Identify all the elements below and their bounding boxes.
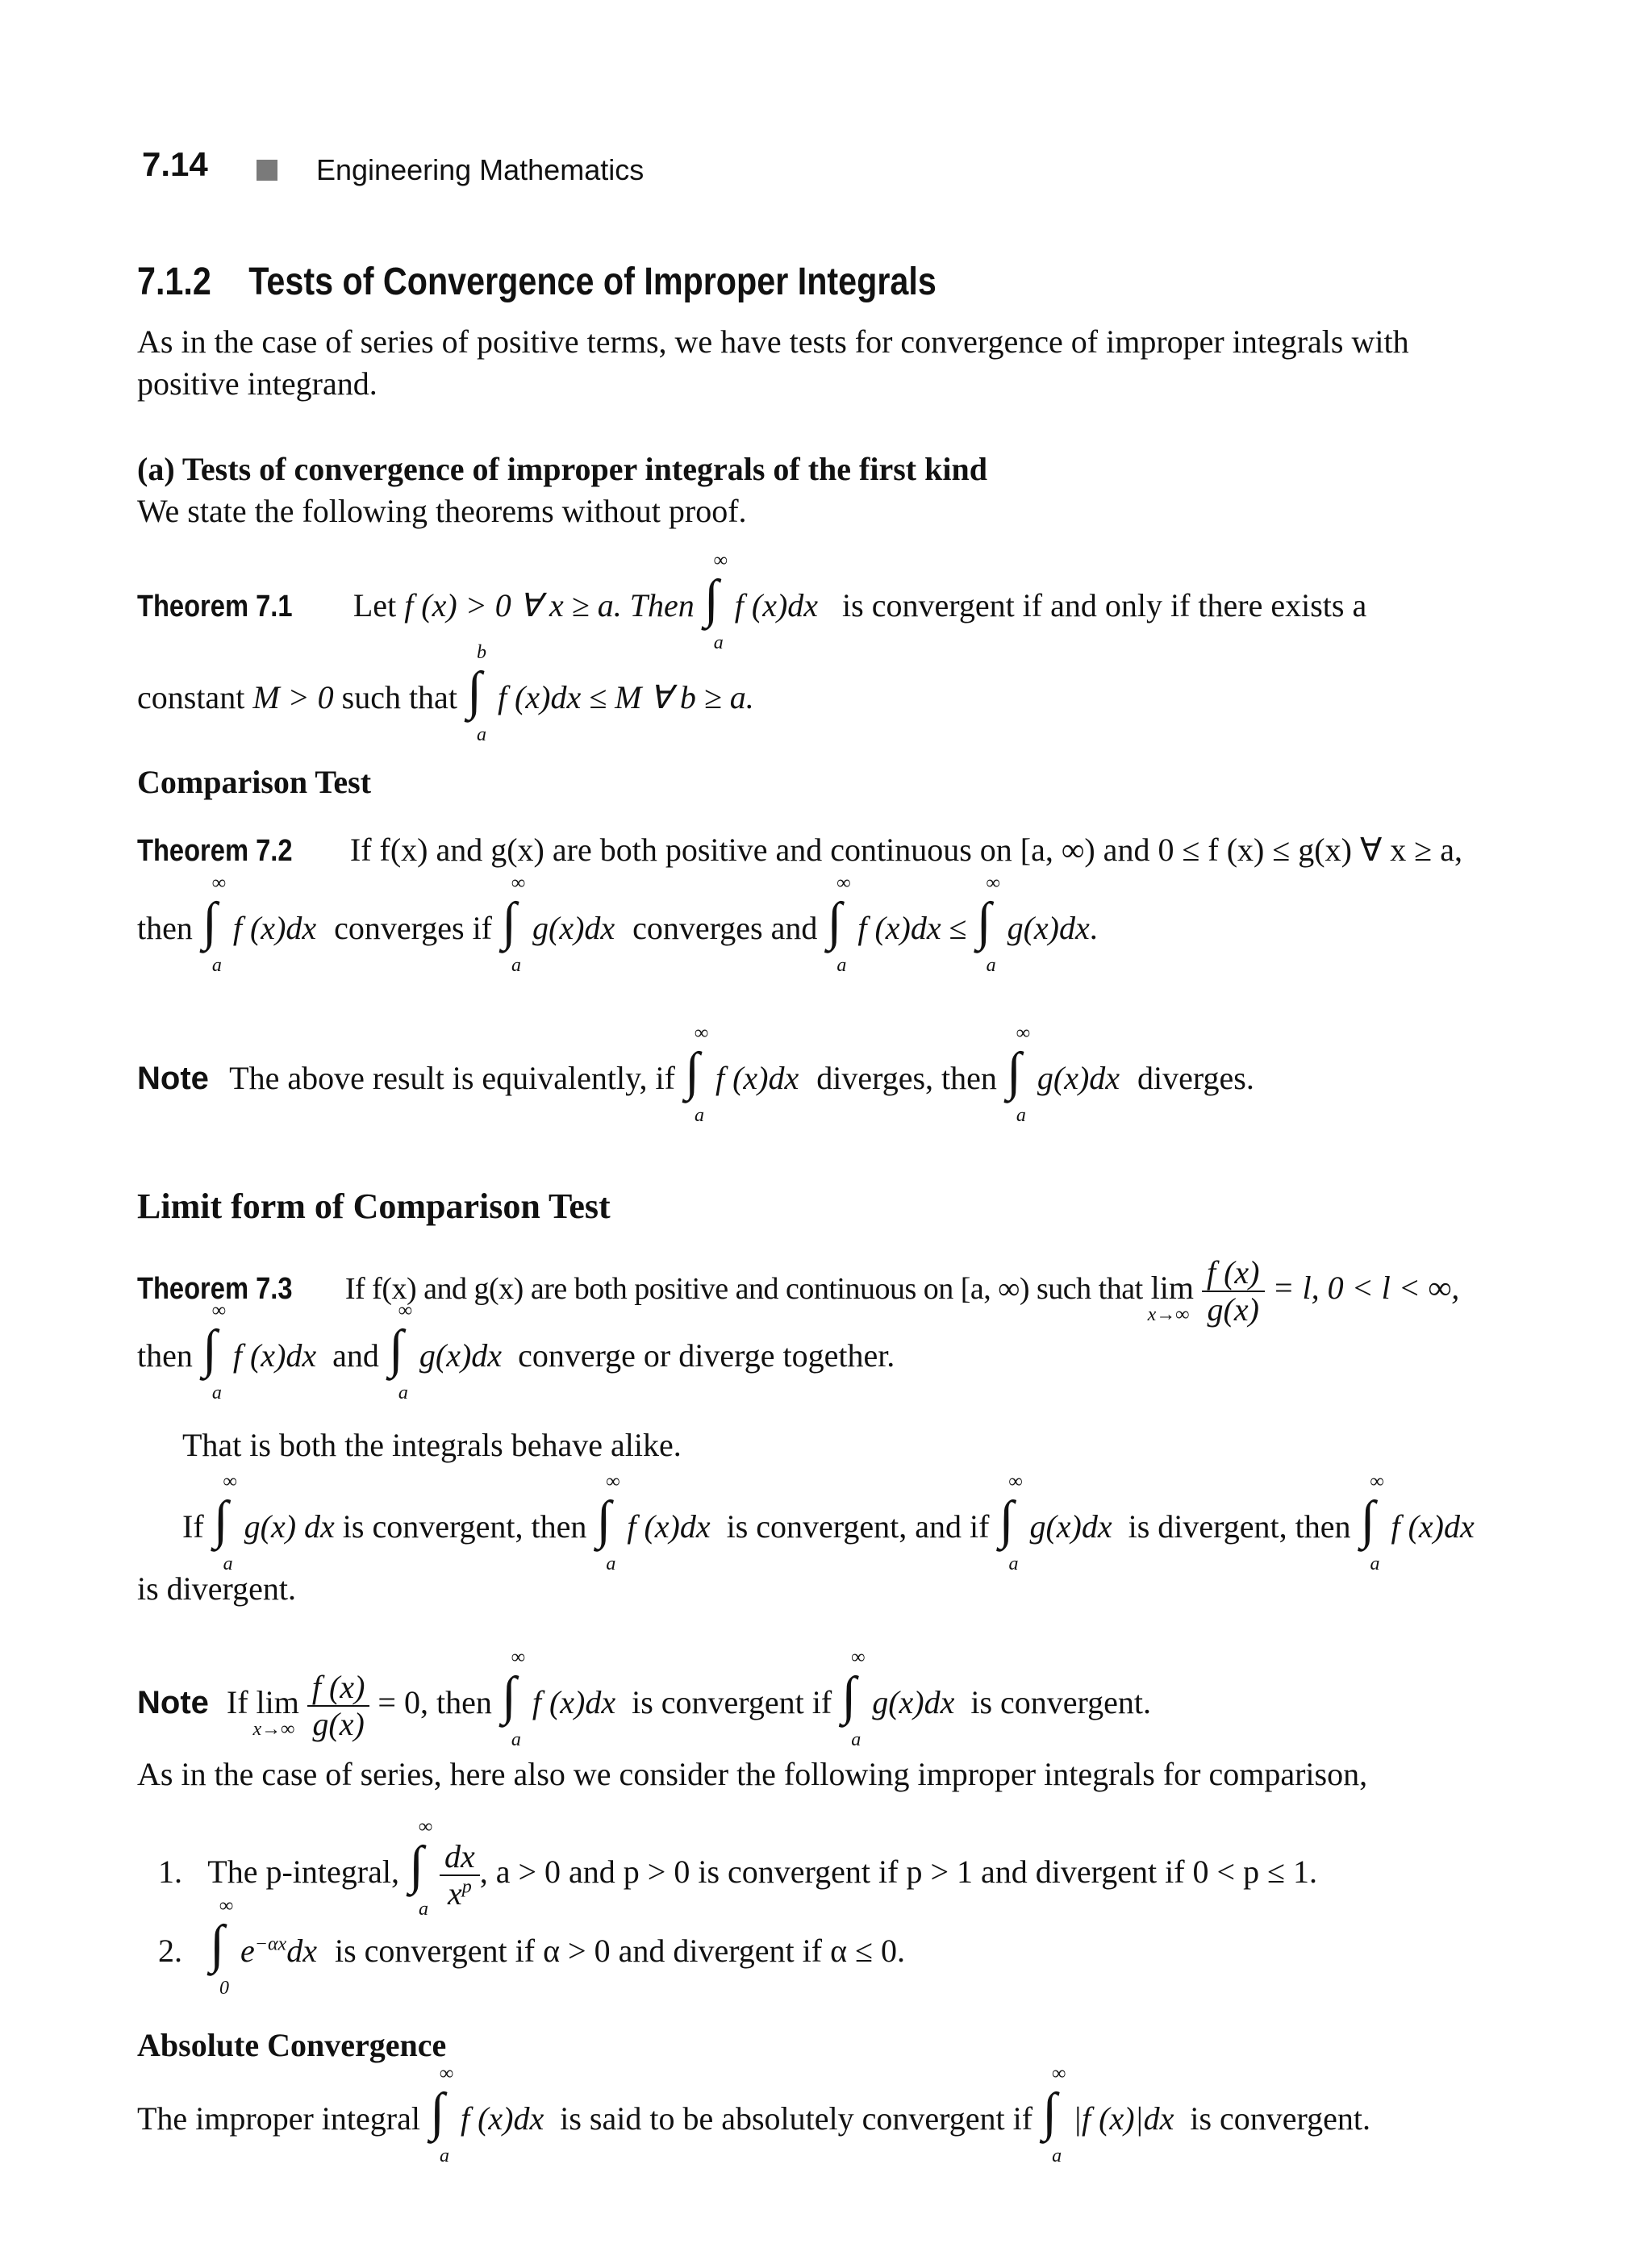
- theorem-7-3-then: then: [137, 1337, 193, 1374]
- limit-fraction: $\frac{f (x)}{g(x)}$: [307, 1670, 370, 1742]
- integrand-g: g(x)dx: [1029, 1508, 1112, 1545]
- integral-sign-icon: ∫ ∞ a: [1042, 2063, 1066, 2166]
- integral-sign-icon: ∫ ∞ a: [1006, 1023, 1030, 1126]
- integral-sign-icon: ∫ ∞ a: [684, 1023, 709, 1126]
- running-title: Engineering Mathematics: [316, 153, 645, 186]
- integrand-abs-f: |f (x)|dx: [1073, 2100, 1174, 2137]
- integral-sign-icon: ∫ ∞ a: [501, 1647, 525, 1751]
- integrand-g: g(x)dx: [532, 910, 615, 946]
- conv-then: is convergent, then: [342, 1508, 587, 1545]
- note-2-conv-if: is convergent if: [632, 1684, 832, 1721]
- absolute-text2: is said to be absolutely convergent if: [560, 2100, 1033, 2137]
- list-item-2-post: is convergent if α > 0 and divergent if α ≤ 0.: [334, 1933, 906, 1969]
- integral-sign-icon: ∫ ∞ a: [502, 873, 526, 976]
- note-1: [137, 1023, 1254, 1126]
- p-integral-fraction: $\frac{dx}{x^p}$: [440, 1839, 480, 1912]
- list-item: [158, 1816, 1318, 1920]
- section-title-text: Tests of Convergence of Improper Integrals: [248, 261, 937, 303]
- theorem-7-1-let: Let: [353, 587, 397, 623]
- theorem-7-1-label: Theorem 7.1: [137, 590, 293, 623]
- theorem-7-2-le: ≤: [949, 910, 967, 946]
- integrand-f: f (x)dx: [232, 910, 317, 946]
- absolute-text: [137, 2063, 1370, 2166]
- limit-fraction: $\frac{f (x)}{g(x)}$: [1202, 1255, 1265, 1328]
- integrand-g: g(x)dx: [1007, 910, 1090, 946]
- note-1-label: Note: [137, 1061, 209, 1096]
- note-1-text2: diverges, then: [816, 1060, 997, 1096]
- integrand-f: f (x)dx: [460, 2100, 544, 2137]
- list-item: [158, 1895, 906, 1999]
- section-intro: As in the case of series of positive terms, we have tests for convergence of improper integrals with positive integrand.: [137, 323, 1409, 402]
- integral-sign-icon: ∫ ∞ a: [976, 873, 1000, 976]
- absolute-text3: is convergent.: [1190, 2100, 1370, 2137]
- section-title: [137, 260, 1066, 304]
- limit-operator: lim x→∞: [1147, 1270, 1194, 1326]
- integrand-f: f (x)dx: [627, 1508, 711, 1545]
- theorem-7-2-text: If f(x) and g(x) are both positive and continuous on [a, ∞) and 0 ≤ f (x) ≤ g(x) ∀ x ≥ a,: [349, 832, 1463, 868]
- page-number: 7.14: [142, 145, 208, 183]
- theorem-7-1-cond: f (x) > 0 ∀ x ≥ a. Then: [404, 587, 695, 623]
- theorem-7-1-bound: f (x)dx ≤ M ∀ b ≥ a.: [497, 679, 754, 715]
- theorem-7-1-m: M > 0: [252, 679, 334, 715]
- theorem-7-3-alike: That is both the integrals behave alike.: [182, 1427, 682, 1463]
- absolute-text1: The improper integral: [137, 2100, 420, 2137]
- comparison-test-heading: Comparison Test: [137, 764, 372, 800]
- theorem-7-3-and: and: [332, 1337, 379, 1374]
- theorem-7-2-line2: [137, 873, 1098, 976]
- integral-sign-icon: ∫ ∞ a: [213, 1471, 237, 1574]
- theorem-7-3-text: If f(x) and g(x) are both positive and continuous on [a, ∞) such that: [344, 1272, 1143, 1307]
- integral-sign-icon: ∫ ∞ a: [999, 1471, 1023, 1574]
- if-word: If: [182, 1508, 204, 1545]
- theorem-7-2-then: then: [137, 910, 193, 946]
- note-2-is-conv: is convergent.: [970, 1684, 1151, 1721]
- subsection-a-lead: We state the following theorems without proof.: [137, 493, 747, 529]
- list-item-1-post: , a > 0 and p > 0 is convergent if p > 1 and divergent if 0 < p ≤ 1.: [479, 1854, 1318, 1891]
- period: .: [1089, 910, 1098, 946]
- integrand-f: f (x)dx: [734, 587, 819, 623]
- exponential: $e^{-\alpha x}dx$: [240, 1933, 317, 1969]
- note-1-text3: diverges.: [1137, 1060, 1254, 1096]
- integral-sign-icon: ∫ ∞ a: [703, 550, 728, 653]
- theorem-7-3-label: Theorem 7.3: [137, 1272, 293, 1307]
- theorem-7-3-line4: [182, 1471, 1475, 1574]
- integrand-f: f (x)dx: [857, 910, 941, 946]
- theorem-7-1-text: is convergent if and only if there exists a: [842, 587, 1367, 623]
- integrand-f: f (x)dx: [1391, 1508, 1475, 1545]
- integral-sign-icon: ∫ ∞ a: [1360, 1471, 1384, 1574]
- integrand-g: g(x)dx: [1037, 1060, 1120, 1096]
- theorem-7-3-line1: [137, 1255, 1459, 1328]
- integral-sign-icon: ∫ ∞ a: [596, 1471, 620, 1574]
- conv-and-if: is convergent, and if: [726, 1508, 990, 1545]
- list-number: 1.: [158, 1854, 182, 1891]
- theorem-7-3-line2: [137, 1300, 895, 1403]
- integrand-f: f (x)dx: [715, 1060, 799, 1096]
- section-number: 7.1.2: [137, 261, 211, 303]
- theorem-7-2-converges-and: converges and: [632, 910, 818, 946]
- div-then: is divergent, then: [1128, 1508, 1351, 1545]
- integrand-g: g(x)dx: [419, 1337, 503, 1374]
- note-2-if: If: [226, 1684, 248, 1721]
- integral-sign-icon: ∫ ∞ a: [202, 873, 226, 976]
- theorem-7-1-line2: [137, 642, 754, 745]
- absolute-heading: Absolute Convergence: [137, 2027, 447, 2063]
- theorem-7-1-line1: [137, 550, 1367, 653]
- integral-sign-icon: ∫ ∞ 0: [210, 1895, 234, 1999]
- integral-sign-icon: ∫ ∞ a: [408, 1816, 433, 1920]
- integrand-g: g(x)dx: [872, 1684, 955, 1721]
- limit-operator: lim x→∞: [252, 1684, 299, 1741]
- header-square-icon: [257, 160, 277, 181]
- theorem-7-1-constant: constant: [137, 679, 245, 715]
- is-divergent: is divergent.: [137, 1570, 297, 1607]
- theorem-7-1-such-that: such that: [341, 679, 457, 715]
- integrand-f: f (x)dx: [232, 1337, 317, 1374]
- note-1-text1: The above result is equivalently, if: [229, 1060, 675, 1096]
- note-2-label: Note: [137, 1685, 209, 1721]
- note-2-eq-zero: = 0, then: [378, 1684, 492, 1721]
- subsection-a-title: (a) Tests of convergence of improper integrals of the first kind: [137, 451, 987, 487]
- integrand-f: f (x)dx: [532, 1684, 616, 1721]
- integral-sign-icon: ∫ b a: [466, 642, 486, 745]
- limit-form-heading: Limit form of Comparison Test: [137, 1186, 611, 1226]
- theorem-7-3-limit-value: = l, 0 < l < ∞,: [1272, 1270, 1460, 1307]
- note-2: [137, 1647, 1151, 1751]
- theorem-7-2-line1: [137, 829, 1462, 871]
- integral-sign-icon: ∫ ∞ a: [429, 2063, 454, 2166]
- list-number: 2.: [158, 1933, 182, 1969]
- integral-sign-icon: ∫ ∞ a: [841, 1647, 866, 1751]
- integral-sign-icon: ∫ ∞ a: [827, 873, 851, 976]
- list-item-1-pre: The p-integral,: [207, 1854, 399, 1891]
- integrand-g: g(x) dx: [244, 1508, 335, 1545]
- comparison-intro: As in the case of series, here also we consider the following improper integrals for comparison,: [137, 1756, 1368, 1792]
- theorem-7-2-label: Theorem 7.2: [137, 834, 293, 868]
- integral-sign-icon: ∫ ∞ a: [388, 1300, 413, 1403]
- theorem-7-2-converges-if: converges if: [334, 910, 492, 946]
- integral-sign-icon: ∫ ∞ a: [202, 1300, 226, 1403]
- theorem-7-3-together: converge or diverge together.: [518, 1337, 895, 1374]
